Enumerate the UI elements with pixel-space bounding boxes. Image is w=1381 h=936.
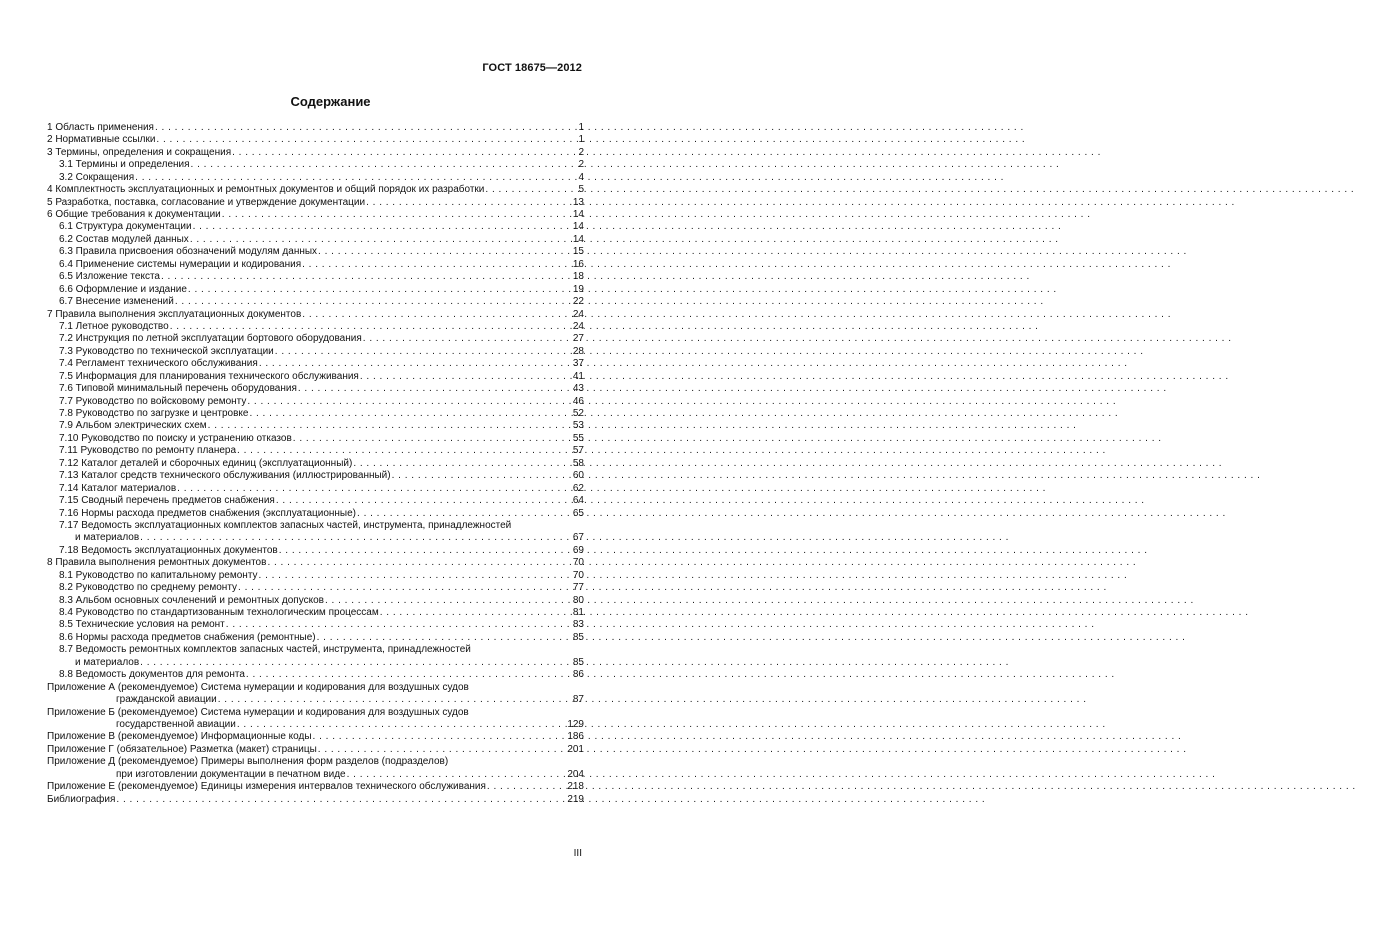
- toc-entry: [47, 545, 584, 557]
- toc-entry-title: 1 Область применения: [47, 121, 154, 133]
- toc-dot-leader: [485, 184, 577, 196]
- toc-entry-page: 204: [567, 768, 584, 780]
- toc-entry-page: 2: [578, 146, 584, 158]
- toc-entry-page: 1: [578, 134, 584, 146]
- toc-entry-title: 7.6 Типовой минимальный перечень оборудования: [59, 383, 297, 395]
- toc-dot-leader: [353, 458, 572, 470]
- toc-dot-leader: [279, 545, 572, 557]
- toc-entry-title: 7.11 Руководство по ремонту планера: [59, 445, 237, 457]
- toc-dot-leader: [246, 669, 572, 681]
- toc-dot-leader: [237, 445, 572, 457]
- toc-entry-page: 22: [572, 296, 584, 308]
- toc-entry-title: 8.8 Ведомость документов для ремонта: [59, 669, 245, 681]
- toc-entry-title: Библиография: [47, 793, 116, 805]
- toc-dot-leader: [276, 495, 572, 507]
- toc-entry: [47, 495, 584, 507]
- toc-entry-title: 5 Разработка, поставка, согласование и утверждение документации: [47, 196, 366, 208]
- toc-dot-leader: [313, 731, 567, 743]
- toc-entry-title: 6.4 Применение системы нумерации и кодирования: [59, 258, 302, 270]
- toc-entry-title: 8 Правила выполнения ремонтных документов: [47, 557, 267, 569]
- toc-entry: [47, 172, 584, 184]
- toc-entry: [47, 644, 584, 656]
- toc-entry: [47, 458, 584, 470]
- toc-entry-page: 69: [572, 544, 584, 556]
- toc-entry-title: Приложение Г (обязательное) Разметка (макет) страницы: [47, 743, 317, 755]
- toc-entry-title: 8.5 Технические условия на ремонт: [59, 619, 225, 631]
- toc-entry-page: 41: [572, 370, 584, 382]
- toc-dot-leader: [116, 794, 566, 806]
- toc-entry: [47, 433, 584, 445]
- toc-entry-title: 8.2 Руководство по среднему ремонту: [59, 582, 238, 594]
- toc-entry: [47, 744, 584, 756]
- toc-entry-page: 24: [572, 320, 584, 332]
- toc-dot-leader: [302, 309, 572, 321]
- toc-entry: [47, 197, 584, 209]
- toc-entry: [47, 296, 584, 308]
- toc-dot-leader: [275, 346, 572, 358]
- toc-entry-page: 58: [572, 457, 584, 469]
- toc-entry: [47, 582, 584, 594]
- toc-entry-page: 201: [567, 743, 584, 755]
- toc-entry: [47, 122, 584, 134]
- toc-entry-page: 81: [572, 607, 584, 619]
- toc-entry-title: 8.7 Ведомость ремонтных комплектов запасных частей, инструмента, принадлежностей: [59, 644, 471, 656]
- toc-entry-title: 6.5 Изложение текста: [59, 271, 160, 283]
- toc-entry-page: 67: [572, 532, 584, 544]
- toc-entry-page: 24: [572, 308, 584, 320]
- toc-dot-leader: [363, 333, 572, 345]
- toc-entry-page: 53: [572, 420, 584, 432]
- toc-dot-leader: [175, 296, 572, 308]
- toc-dot-leader: [177, 483, 572, 495]
- toc-entry: [47, 159, 584, 171]
- toc-dot-leader: [237, 719, 566, 731]
- toc-dot-leader: [259, 570, 572, 582]
- toc-dot-leader: [347, 769, 567, 781]
- toc-entry-title: 7.3 Руководство по технической эксплуатации: [59, 345, 274, 357]
- toc-entry-title: и материалов: [75, 656, 140, 668]
- toc-entry-title: 8.6 Нормы расхода предметов снабжения (ремонтные): [59, 631, 316, 643]
- toc-entry-title: гражданской авиации: [116, 694, 217, 706]
- toc-entry: [47, 756, 584, 768]
- table-of-contents: [47, 122, 584, 806]
- toc-entry: [47, 445, 584, 457]
- toc-entry-title: 7.12 Каталог деталей и сборочных единиц (эксплуатационный): [59, 457, 353, 469]
- toc-entry-title: при изготовлении документации в печатном виде: [116, 768, 346, 780]
- toc-entry-page: 86: [572, 669, 584, 681]
- toc-entry-page: 1: [578, 121, 584, 133]
- toc-entry: [47, 731, 584, 743]
- toc-entry: [47, 769, 584, 781]
- toc-entry-title: 7 Правила выполнения эксплуатационных документов: [47, 308, 302, 320]
- toc-entry-page: 13: [572, 196, 584, 208]
- toc-entry: [47, 346, 584, 358]
- toc-dot-leader: [238, 582, 572, 594]
- toc-dot-leader: [318, 744, 567, 756]
- toc-entry: [47, 520, 584, 532]
- toc-entry: [47, 632, 584, 644]
- toc-entry-page: 55: [572, 432, 584, 444]
- toc-entry-page: 28: [572, 345, 584, 357]
- toc-entry-page: 57: [572, 445, 584, 457]
- toc-entry: [47, 669, 584, 681]
- toc-entry: [47, 234, 584, 246]
- toc-entry-title: 7.15 Сводный перечень предметов снабжения: [59, 495, 275, 507]
- toc-entry: [47, 209, 584, 221]
- toc-dot-leader: [155, 122, 577, 134]
- toc-dot-leader: [249, 408, 571, 420]
- page-number: III: [573, 848, 582, 859]
- toc-entry-page: 2: [578, 159, 584, 171]
- toc-dot-leader: [366, 197, 572, 209]
- toc-dot-leader: [188, 284, 572, 296]
- toc-entry-page: 70: [572, 569, 584, 581]
- toc-entry-title: 6.6 Оформление и издание: [59, 283, 187, 295]
- toc-entry-page: 18: [572, 271, 584, 283]
- toc-entry-title: 7.10 Руководство по поиску и устранению отказов: [59, 432, 292, 444]
- toc-entry-page: 4: [578, 171, 584, 183]
- toc-entry: [47, 333, 584, 345]
- toc-entry-title: Приложение А (рекомендуемое) Система нумерации и кодирования для воздушных судов: [47, 681, 469, 693]
- toc-entry-page: 85: [572, 631, 584, 643]
- toc-entry: [47, 184, 584, 196]
- toc-entry-title: 8.1 Руководство по капитальному ремонту: [59, 569, 258, 581]
- toc-entry: [47, 470, 584, 482]
- toc-entry: [47, 607, 584, 619]
- toc-dot-leader: [247, 396, 572, 408]
- toc-entry-page: 37: [572, 358, 584, 370]
- toc-entry-page: 14: [572, 221, 584, 233]
- toc-entry: [47, 147, 584, 159]
- toc-dot-leader: [318, 246, 572, 258]
- toc-entry-title: 7.4 Регламент технического обслуживания: [59, 358, 258, 370]
- toc-dot-leader: [325, 595, 572, 607]
- toc-entry: [47, 620, 584, 632]
- toc-entry-title: Приложение Е (рекомендуемое) Единицы измерения интервалов технического обслуживания: [47, 781, 486, 793]
- toc-entry: [47, 483, 584, 495]
- toc-entry-page: 218: [567, 781, 584, 793]
- toc-entry: [47, 781, 584, 793]
- toc-dot-leader: [293, 433, 572, 445]
- toc-entry-page: 85: [572, 656, 584, 668]
- toc-entry: [47, 259, 584, 271]
- toc-entry-page: 186: [567, 731, 584, 743]
- toc-entry: [47, 707, 584, 719]
- toc-entry: [47, 271, 584, 283]
- toc-entry-title: 7.13 Каталог средств технического обслуживания (иллюстрированный): [59, 470, 391, 482]
- toc-entry-title: 6.7 Внесение изменений: [59, 296, 174, 308]
- toc-entry: [47, 794, 584, 806]
- toc-entry-page: 14: [572, 209, 584, 221]
- toc-entry-page: 5: [578, 184, 584, 196]
- toc-entry-page: 70: [572, 557, 584, 569]
- toc-dot-leader: [357, 508, 572, 520]
- toc-dot-leader: [380, 607, 572, 619]
- toc-entry-title: Приложение Д (рекомендуемое) Примеры выполнения форм разделов (подразделов): [47, 756, 449, 768]
- toc-dot-leader: [487, 781, 566, 793]
- toc-entry: [47, 719, 584, 731]
- toc-dot-leader: [259, 358, 572, 370]
- toc-entry-page: 62: [572, 482, 584, 494]
- toc-entry: [47, 309, 584, 321]
- toc-entry: [47, 408, 584, 420]
- toc-dot-leader: [267, 557, 571, 569]
- toc-dot-leader: [222, 209, 572, 221]
- toc-entry-page: 219: [567, 793, 584, 805]
- toc-entry-title: государственной авиации: [116, 718, 236, 730]
- toc-dot-leader: [161, 271, 572, 283]
- toc-entry-title: 2 Нормативные ссылки: [47, 134, 156, 146]
- toc-entry-title: и материалов: [75, 532, 140, 544]
- toc-entry-title: Приложение Б (рекомендуемое) Система нумерации и кодирования для воздушных судов: [47, 706, 469, 718]
- toc-entry-title: 7.17 Ведомость эксплуатационных комплектов запасных частей, инструмента, принадлежностей: [59, 519, 512, 531]
- toc-entry: [47, 595, 584, 607]
- toc-entry-title: 7.18 Ведомость эксплуатационных документов: [59, 544, 278, 556]
- toc-entry: [47, 371, 584, 383]
- toc-entry: [47, 222, 584, 234]
- toc-entry: [47, 557, 584, 569]
- toc-dot-leader: [191, 159, 578, 171]
- toc-entry-title: 6 Общие требования к документации: [47, 209, 221, 221]
- toc-dot-leader: [190, 234, 572, 246]
- toc-entry: [47, 321, 584, 333]
- toc-entry-page: 87: [572, 694, 584, 706]
- toc-entry-title: 7.1 Летное руководство: [59, 320, 169, 332]
- toc-entry-page: 64: [572, 495, 584, 507]
- toc-dot-leader: [298, 383, 572, 395]
- toc-entry-title: Приложение В (рекомендуемое) Информационные коды: [47, 731, 312, 743]
- toc-entry: [47, 246, 584, 258]
- toc-entry-page: 83: [572, 619, 584, 631]
- toc-entry-page: 77: [572, 582, 584, 594]
- toc-dot-leader: [170, 321, 572, 333]
- toc-entry: [47, 570, 584, 582]
- toc-entry-title: 6.1 Структура документации: [59, 221, 192, 233]
- toc-entry-title: 7.7 Руководство по войсковому ремонту: [59, 395, 247, 407]
- toc-entry-page: 60: [572, 470, 584, 482]
- toc-entry-page: 129: [567, 718, 584, 730]
- toc-entry-page: 43: [572, 383, 584, 395]
- toc-entry-title: 8.4 Руководство по стандартизованным технологическим процессам: [59, 607, 379, 619]
- toc-entry-page: 80: [572, 594, 584, 606]
- toc-dot-leader: [193, 221, 572, 233]
- toc-entry-title: 6.3 Правила присвоения обозначений модулям данных: [59, 246, 318, 258]
- toc-dot-leader: [360, 371, 572, 383]
- toc-entry: [47, 682, 584, 694]
- toc-entry-page: 16: [572, 258, 584, 270]
- toc-entry-title: 7.9 Альбом электрических схем: [59, 420, 207, 432]
- toc-entry: [47, 358, 584, 370]
- page-title: Содержание: [290, 94, 371, 109]
- toc-entry: [47, 383, 584, 395]
- toc-dot-leader: [302, 259, 572, 271]
- toc-entry-title: 3.2 Сокращения: [59, 171, 135, 183]
- toc-dot-leader: [392, 470, 572, 482]
- toc-dot-leader: [218, 694, 572, 706]
- toc-entry-title: 3.1 Термины и определения: [59, 159, 190, 171]
- toc-entry: [47, 421, 584, 433]
- toc-entry: [47, 396, 584, 408]
- toc-dot-leader: [140, 657, 572, 669]
- toc-entry-title: 7.8 Руководство по загрузке и центровке: [59, 408, 249, 420]
- toc-entry-title: 7.16 Нормы расхода предметов снабжения (эксплуатационные): [59, 507, 357, 519]
- toc-entry-title: 7.14 Каталог материалов: [59, 482, 177, 494]
- toc-entry: [47, 532, 584, 544]
- document-id: ГОСТ 18675—2012: [482, 62, 582, 74]
- toc-entry-title: 7.5 Информация для планирования технического обслуживания: [59, 370, 359, 382]
- toc-dot-leader: [140, 532, 572, 544]
- toc-entry-title: 8.3 Альбом основных сочленений и ремонтных допусков: [59, 594, 324, 606]
- toc-entry: [47, 694, 584, 706]
- toc-dot-leader: [135, 172, 577, 184]
- toc-dot-leader: [226, 619, 572, 631]
- toc-entry-title: 7.2 Инструкция по летной эксплуатации бортового оборудования: [59, 333, 362, 345]
- toc-entry-title: 4 Комплектность эксплуатационных и ремонтных документов и общий порядок их разработки: [47, 184, 485, 196]
- toc-entry-page: 52: [572, 408, 584, 420]
- toc-entry: [47, 284, 584, 296]
- toc-entry-page: 19: [572, 283, 584, 295]
- toc-dot-leader: [156, 134, 577, 146]
- toc-entry-title: 3 Термины, определения и сокращения: [47, 146, 232, 158]
- toc-entry-page: 46: [572, 395, 584, 407]
- toc-entry-page: 15: [572, 246, 584, 258]
- toc-dot-leader: [317, 632, 572, 644]
- toc-entry: [47, 134, 584, 146]
- toc-entry: [47, 657, 584, 669]
- toc-entry-page: 65: [572, 507, 584, 519]
- toc-entry: [47, 508, 584, 520]
- toc-entry-title: 6.2 Состав модулей данных: [59, 233, 189, 245]
- toc-dot-leader: [208, 420, 572, 432]
- toc-dot-leader: [232, 147, 577, 159]
- toc-entry-page: 27: [572, 333, 584, 345]
- toc-entry-page: 14: [572, 233, 584, 245]
